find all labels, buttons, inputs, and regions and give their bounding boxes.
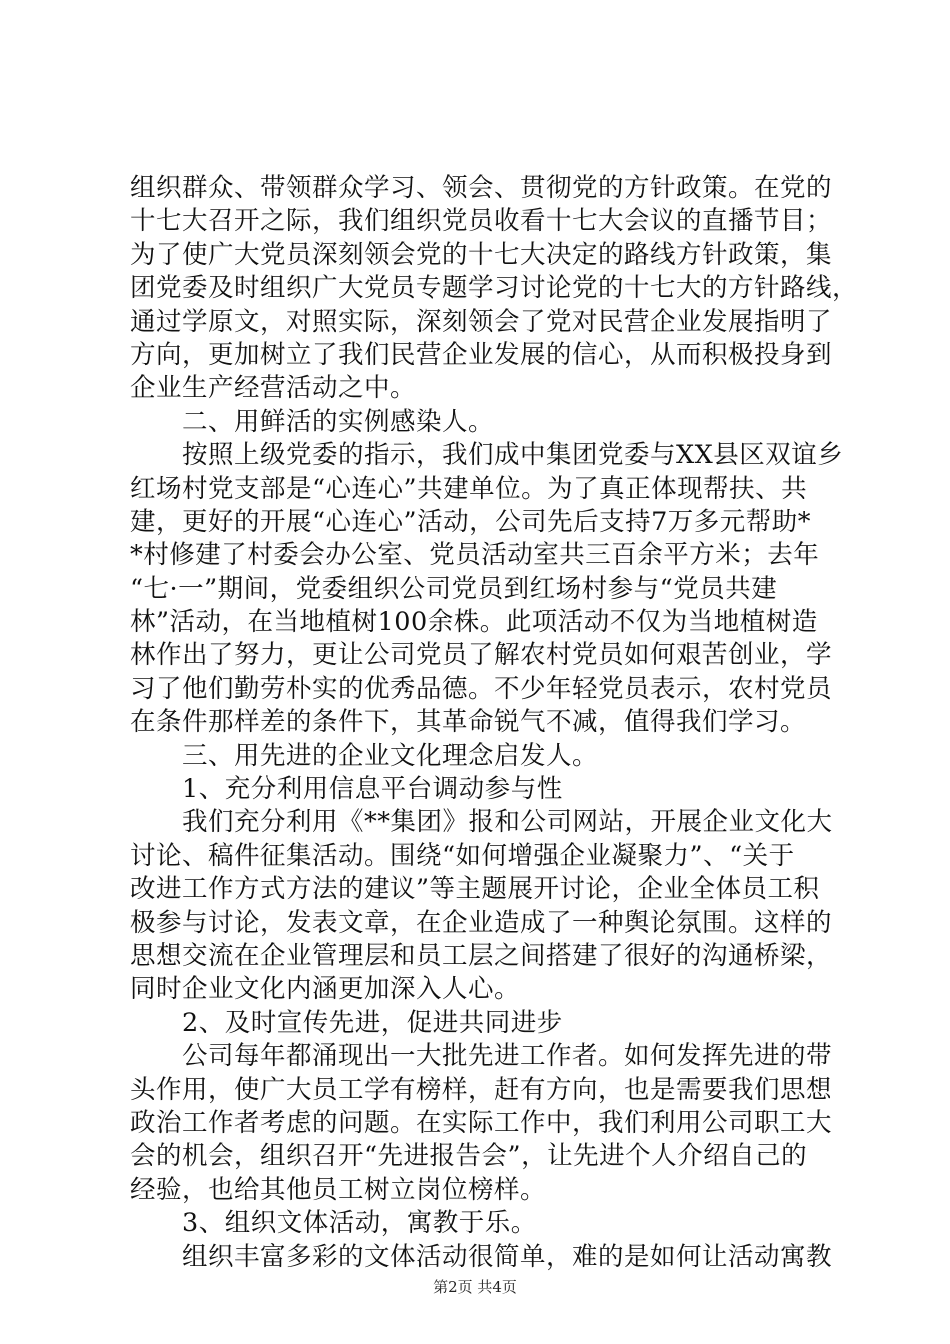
text-line: 按照上级党委的指示，我们成中集团党委与XX县区双谊乡 — [130, 440, 844, 471]
text-line: 林”活动，在当地植树100余株。此项活动不仅为当地植树造 — [130, 607, 818, 638]
text-line: 头作用，使广大员工学有榜样，赶有方向，也是需要我们思想 — [130, 1074, 833, 1105]
text-line: 三、用先进的企业文化理念启发人。 — [130, 740, 599, 771]
text-line: 在条件那样差的条件下，其革命锐气不减，值得我们学习。 — [130, 707, 807, 738]
text-line: 通过学原文，对照实际，深刻领会了党对民营企业发展指明了 — [130, 306, 833, 337]
text-line: 讨论、稿件征集活动。围绕“如何增强企业凝聚力”、“关于 — [130, 840, 795, 871]
text-line: 习了他们勤劳朴实的优秀品德。不少年轻党员表示，农村党员 — [130, 673, 833, 704]
text-line: 经验，也给其他员工树立岗位榜样。 — [130, 1174, 547, 1205]
text-line: 会的机会，组织召开“先进报告会”，让先进个人介绍自己的 — [130, 1141, 808, 1172]
text-line: *村修建了村委会办公室、党员活动室共三百余平方米；去年 — [130, 540, 820, 571]
text-line: 红场村党支部是“心连心”共建单位。为了真正体现帮扶、共 — [130, 473, 808, 504]
text-line: 改进工作方式方法的建议”等主题展开讨论，企业全体员工积 — [130, 874, 820, 905]
text-line: 组织群众、带领群众学习、领会、贯彻党的方针政策。在党的 — [130, 173, 833, 203]
text-line: 2、及时宣传先进，促进共同进步 — [130, 1007, 563, 1038]
text-line: 政治工作者考虑的问题。在实际工作中，我们利用公司职工大 — [130, 1107, 833, 1138]
page-footer: 第2页 共4页 — [433, 1278, 517, 1296]
text-line: 3、组织文体活动，寓教于乐。 — [130, 1208, 537, 1239]
text-line: 林作出了努力，更让公司党员了解农村党员如何艰苦创业，学 — [130, 640, 833, 671]
text-line: 为了使广大党员深刻领会党的十七大决定的路线方针政策，集 — [130, 239, 833, 270]
text-line: 建，更好的开展“心连心”活动，公司先后支持7万多元帮助* — [130, 506, 812, 537]
document-body — [130, 172, 859, 1274]
text-line: 极参与讨论，发表文章，在企业造成了一种舆论氛围。这样的 — [130, 907, 833, 938]
text-line: 1、充分利用信息平台调动参与性 — [130, 774, 563, 805]
text-line: 团党委及时组织广大党员专题学习讨论党的十七大的方针路线， — [130, 273, 859, 304]
text-line: 我们充分利用《**集团》报和公司网站，开展企业文化大 — [130, 807, 833, 838]
text-line: “七·一”期间，党委组织公司党员到红场村参与“党员共建 — [130, 573, 778, 604]
text-line: 二、用鲜活的实例感染人。 — [130, 406, 495, 437]
text-line: 同时企业文化内涵更加深入人心。 — [130, 974, 521, 1005]
text-line: 十七大召开之际，我们组织党员收看十七大会议的直播节目； — [130, 206, 833, 237]
text-line: 公司每年都涌现出一大批先进工作者。如何发挥先进的带 — [130, 1041, 833, 1072]
text-line: 企业生产经营活动之中。 — [130, 373, 417, 404]
text-line: 方向，更加树立了我们民营企业发展的信心，从而积极投身到 — [130, 339, 833, 370]
text-line: 组织丰富多彩的文体活动很简单，难的是如何让活动寓教 — [130, 1241, 833, 1272]
text-line: 思想交流在企业管理层和员工层之间搭建了很好的沟通桥梁， — [130, 940, 833, 971]
